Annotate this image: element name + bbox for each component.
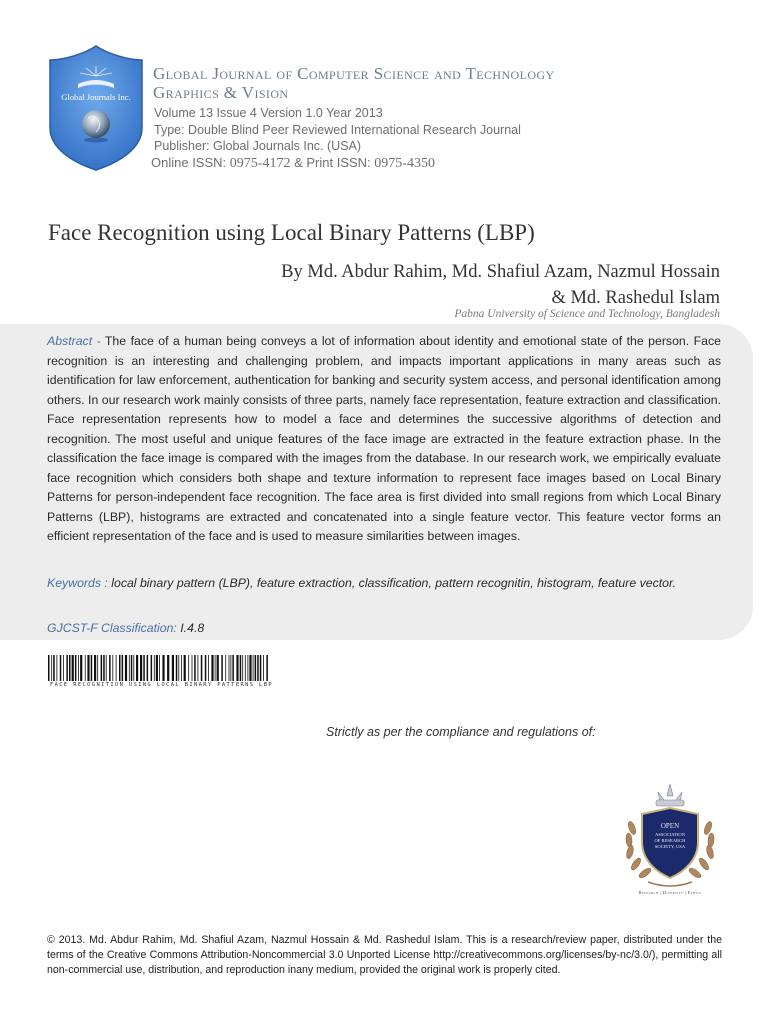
barcode-bar bbox=[57, 655, 58, 681]
barcode-bar bbox=[122, 655, 124, 681]
abstract-text: The face of a human being conveys a lot of information about identity and emotional state of the person. Face recognition is an interesting and challenging problem, and impacts important applications in many areas such as identification for law enforcement, authentication for banking and security system access, and personal identification among others. In our research work mainly consists of three parts, namely face representation, feature extraction and classification. Face representation represents how to model a face and determines the successive algorithms of detection and recognition. The most useful and unique features of the face image are extracted in the feature extraction phase. In the classification the face image is compared with the images from the database. In our research work, we empirically evaluate face recognition which considers both shape and texture information to represent face images based on Local Binary Patterns for person-independent face recognition. The face area is first divided into small regions from which Local Binary Patterns (LBP), histograms are extracted and concatenated into a single feature vector. This feature vector forms an efficient representation of the face and is used to measure similarities between images. bbox=[47, 334, 721, 543]
issn-online-label: Online ISSN: bbox=[151, 155, 227, 170]
barcode-bar bbox=[229, 655, 230, 681]
barcode-bar bbox=[151, 655, 153, 681]
barcode-bar bbox=[112, 655, 113, 681]
barcode-bar bbox=[194, 655, 196, 681]
barcode-bar bbox=[253, 655, 254, 681]
journal-title: Global Journal of Computer Science and Technology bbox=[153, 64, 555, 83]
barcode-bar bbox=[136, 655, 138, 681]
barcode-bar bbox=[106, 655, 107, 681]
barcode-bar bbox=[116, 655, 117, 681]
abstract-label: Abstract - bbox=[47, 334, 101, 348]
seal-line-3: OF RESEARCH bbox=[654, 838, 686, 843]
barcode-bar bbox=[162, 655, 164, 681]
classification-label: GJCST-F Classification: bbox=[47, 621, 177, 635]
barcode-bar bbox=[51, 655, 52, 681]
barcode-bar bbox=[217, 655, 219, 681]
barcode-bar bbox=[94, 655, 96, 681]
barcode-bar bbox=[181, 655, 182, 681]
keywords-label: Keywords : bbox=[47, 576, 108, 590]
barcode-bar bbox=[167, 655, 169, 681]
barcode-bar bbox=[131, 655, 133, 681]
issn-print-label: & Print ISSN: bbox=[294, 155, 371, 170]
barcode-bar bbox=[143, 655, 145, 681]
barcode-bar bbox=[208, 655, 209, 681]
barcode-bar bbox=[257, 655, 259, 681]
compliance-statement: Strictly as per the compliance and regulations of: bbox=[326, 725, 596, 739]
journal-subtitle: Graphics & Vision bbox=[153, 83, 289, 102]
barcode-bar bbox=[66, 655, 68, 681]
barcode-bar bbox=[176, 655, 178, 681]
barcode-bar bbox=[63, 655, 64, 681]
barcode-bar bbox=[248, 655, 249, 681]
authors-line-1: By Md. Abdur Rahim, Md. Shafiul Azam, Nazmul Hossain bbox=[281, 262, 720, 282]
paper-title: Face Recognition using Local Binary Patterns (LBP) bbox=[48, 220, 535, 245]
barcode-bar bbox=[198, 655, 199, 681]
barcode-bar bbox=[266, 655, 268, 681]
classification bbox=[47, 621, 204, 635]
keywords bbox=[47, 574, 721, 594]
barcode-bar bbox=[147, 655, 149, 681]
barcode-bar bbox=[125, 655, 127, 681]
barcode-bar bbox=[133, 655, 134, 681]
barcode-bar bbox=[60, 655, 62, 681]
barcode-bar bbox=[103, 655, 105, 681]
barcode-bar bbox=[263, 655, 264, 681]
barcode-bar bbox=[159, 655, 160, 681]
global-journals-logo bbox=[48, 44, 144, 172]
barcode-bar bbox=[221, 655, 223, 681]
seal-line-2: ASSOCIATION bbox=[654, 832, 686, 837]
barcode-bar bbox=[260, 655, 262, 681]
open-association-seal bbox=[618, 778, 722, 902]
barcode-bar bbox=[232, 655, 234, 681]
barcode-bar bbox=[188, 655, 189, 681]
seal-line-1: OPEN bbox=[660, 822, 680, 830]
barcode-bar bbox=[211, 655, 213, 681]
barcode-bar bbox=[53, 655, 55, 681]
keywords-text: local binary pattern (LBP), feature extraction, classification, pattern recognitin, histogram, feature vector. bbox=[111, 576, 677, 590]
barcode-bar bbox=[184, 655, 186, 681]
barcode-bar bbox=[75, 655, 77, 681]
barcode-bar bbox=[192, 655, 193, 681]
barcode-bar bbox=[72, 655, 74, 681]
barcode-bar bbox=[101, 655, 103, 681]
barcode-caption: FACE RECOGNITION USING LOCAL BINARY PATTERNS LBP bbox=[50, 682, 273, 688]
barcode-bar bbox=[205, 655, 207, 681]
barcode-bar bbox=[201, 655, 203, 681]
barcode-bar bbox=[87, 655, 89, 681]
barcode-bar bbox=[80, 655, 82, 681]
barcode-bar bbox=[245, 655, 246, 681]
seal-motto: Research | Diversity | Ethics bbox=[638, 890, 702, 895]
barcode-bar bbox=[140, 655, 142, 681]
barcode-bar bbox=[109, 655, 111, 681]
barcode-bar bbox=[242, 655, 243, 681]
barcode-bar bbox=[225, 655, 226, 681]
barcode-bar bbox=[154, 655, 155, 681]
abstract bbox=[47, 332, 721, 547]
barcode-bar bbox=[91, 655, 93, 681]
publisher-line: Publisher: Global Journals Inc. (USA) bbox=[154, 139, 362, 153]
barcode-bar bbox=[172, 655, 174, 681]
barcode-bar bbox=[156, 655, 158, 681]
journal-type-line: Type: Double Blind Peer Reviewed International Research Journal bbox=[154, 123, 521, 137]
barcode-bar bbox=[78, 655, 79, 681]
volume-line: Volume 13 Issue 4 Version 1.0 Year 2013 bbox=[154, 106, 383, 120]
authors bbox=[160, 259, 720, 311]
barcode-bar bbox=[215, 655, 216, 681]
issn-line bbox=[151, 155, 435, 172]
authors-line-2: & Md. Rashedul Islam bbox=[551, 288, 720, 308]
barcode-bar bbox=[249, 655, 251, 681]
barcode-bar bbox=[85, 655, 86, 681]
barcode-bar bbox=[178, 655, 179, 681]
barcode-bar bbox=[48, 655, 50, 681]
logo-text: Global Journals Inc. bbox=[61, 92, 131, 102]
affiliation: Pabna University of Science and Technology, Bangladesh bbox=[454, 308, 720, 320]
barcode-bar bbox=[255, 655, 257, 681]
barcode-bar bbox=[69, 655, 71, 681]
barcode-bar bbox=[97, 655, 98, 681]
issn-print: 0975-4350 bbox=[374, 156, 435, 171]
barcode bbox=[48, 655, 272, 681]
classification-code: I.4.8 bbox=[180, 621, 205, 635]
copyright-notice: © 2013. Md. Abdur Rahim, Md. Shafiul Azam, Nazmul Hossain & Md. Rashedul Islam. This is a research/review paper, distributed under the terms of the Creative Commons Attribution-Noncommercial 3.0 Unported License http://creativecommons.org/licenses/by-nc/3.0/), permitting all non-commercial use, distribution, and reproduction inany medium, provided the original work is properly cited. bbox=[47, 934, 722, 976]
barcode-bar bbox=[240, 655, 242, 681]
barcode-bar bbox=[129, 655, 130, 681]
seal-line-4: SOCIETY, USA bbox=[654, 844, 686, 849]
barcode-bar bbox=[231, 655, 232, 681]
issn-online: 0975-4172 bbox=[229, 156, 291, 171]
barcode-bar bbox=[119, 655, 121, 681]
barcode-bar bbox=[236, 655, 238, 681]
